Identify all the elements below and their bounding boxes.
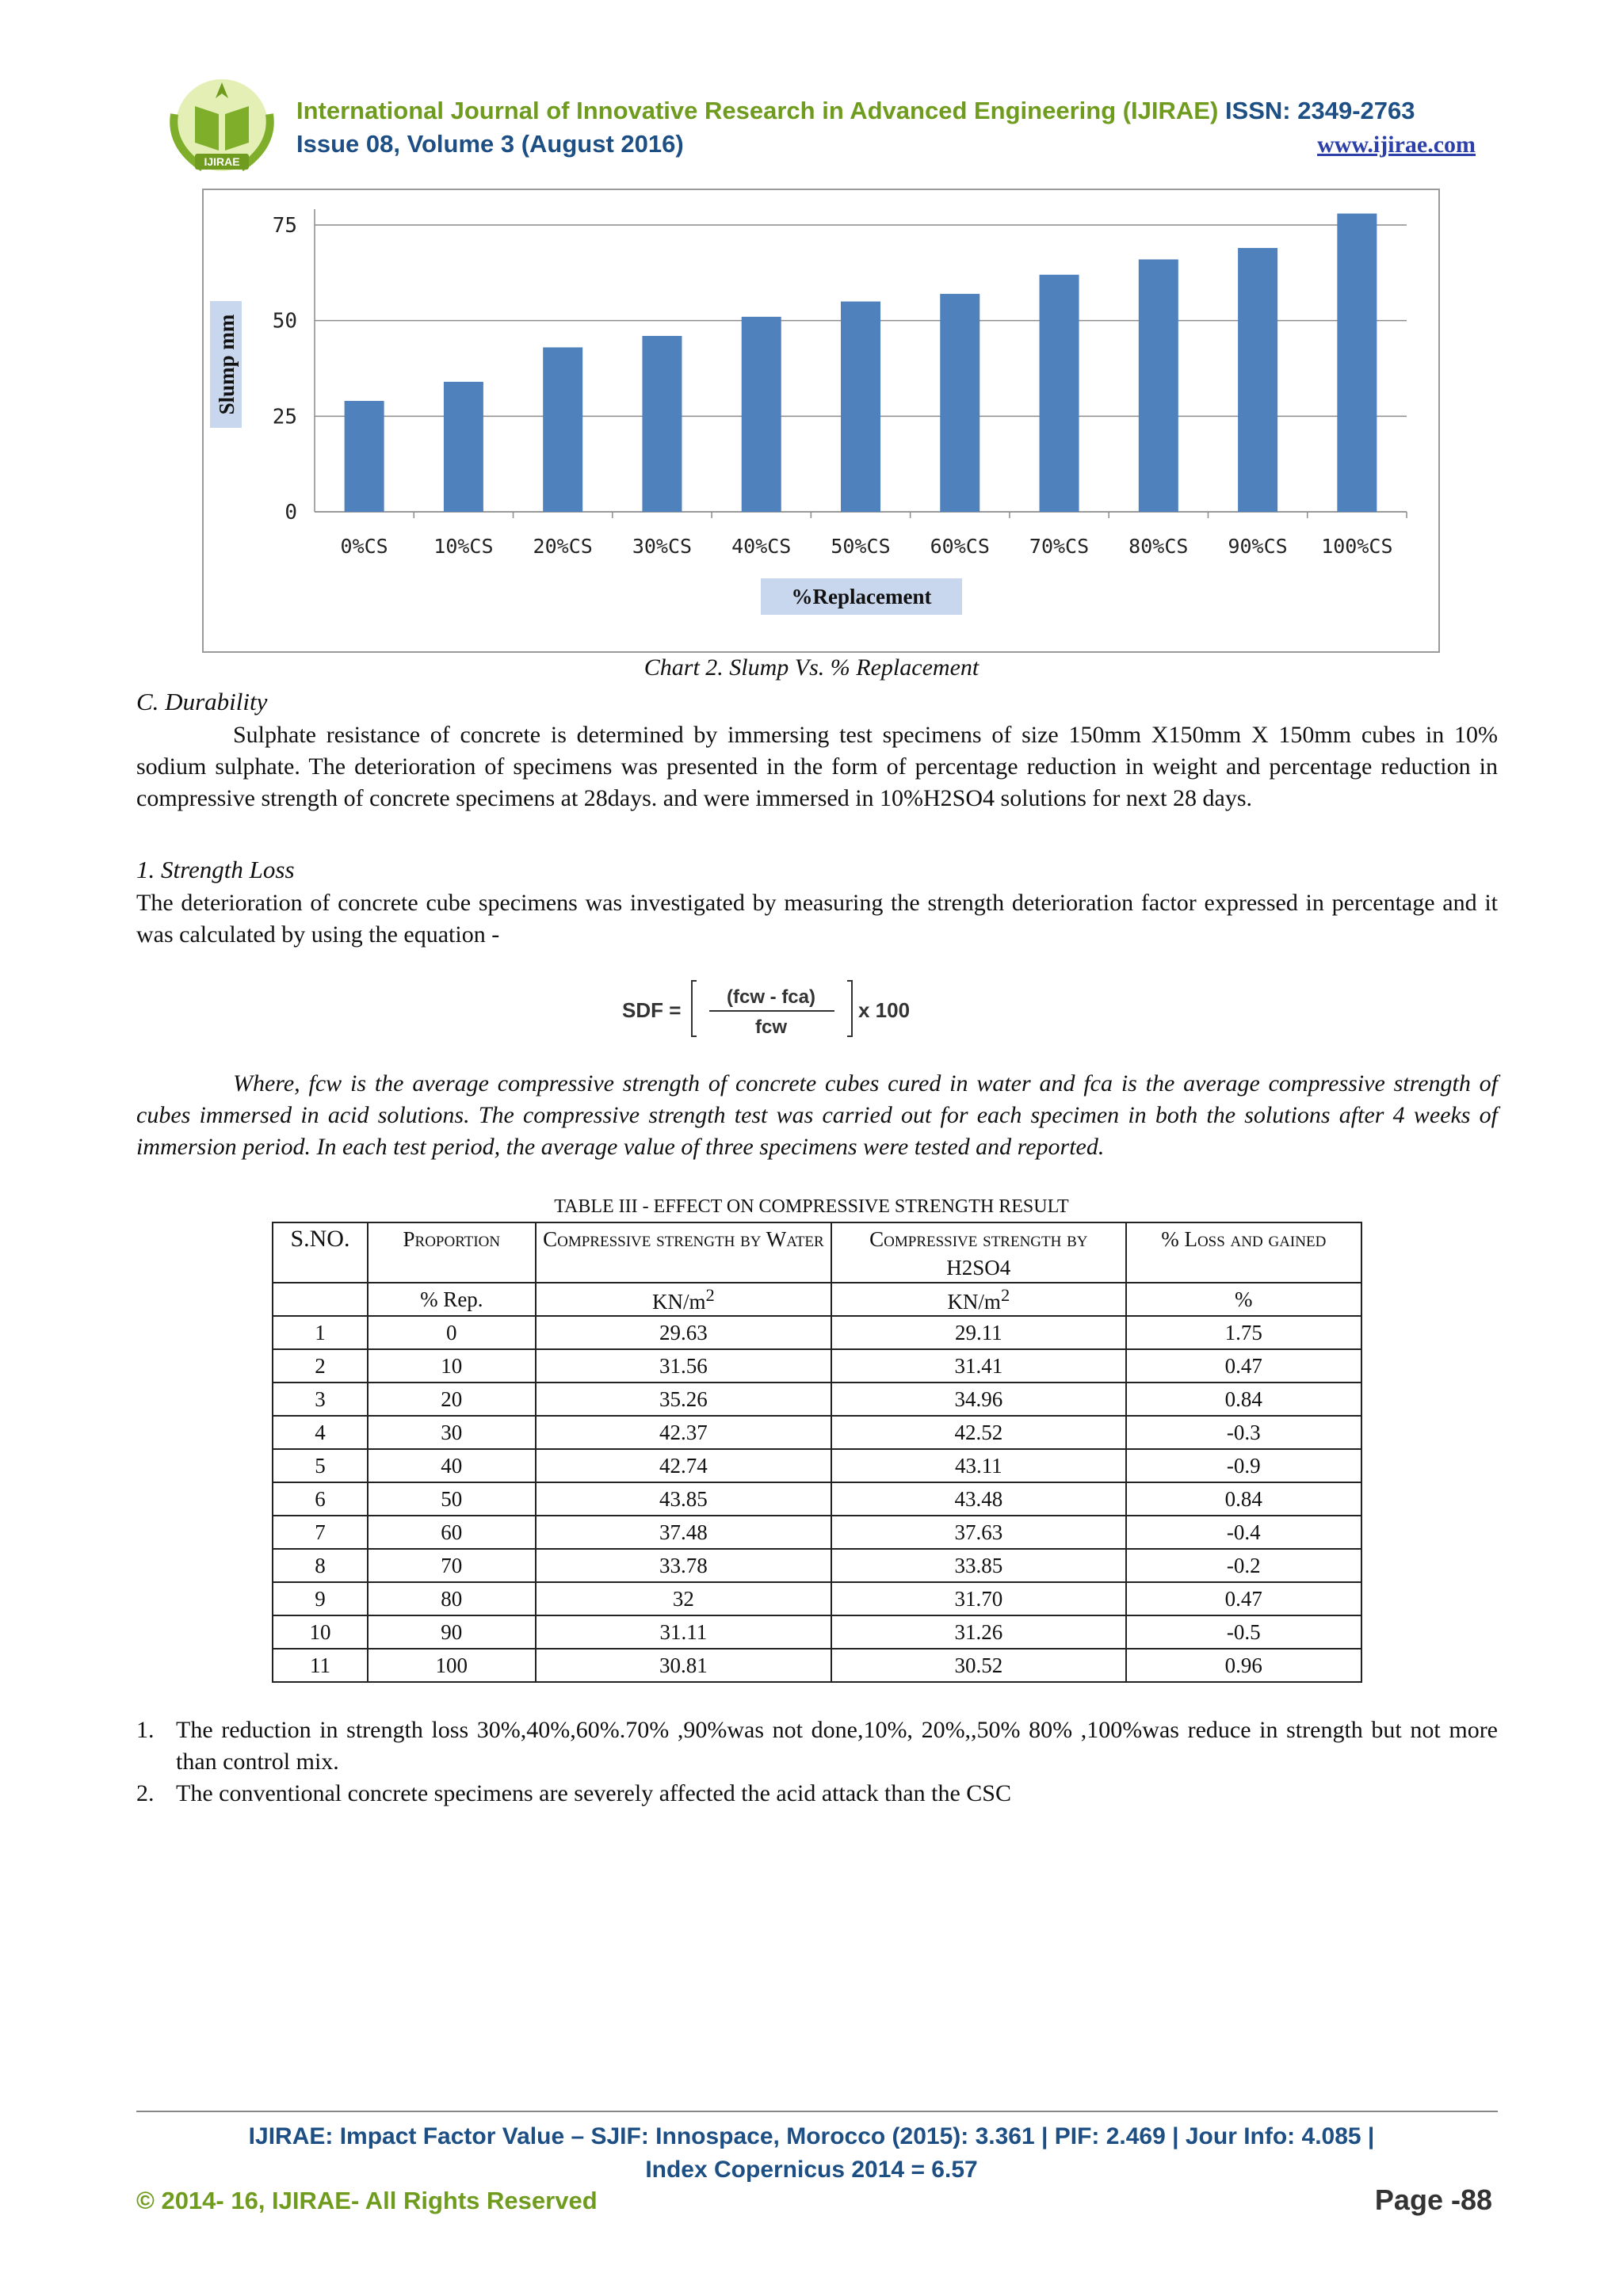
table-cell: 42.74: [536, 1449, 831, 1482]
bar: [1337, 214, 1377, 512]
table-cell: 1.75: [1126, 1316, 1361, 1349]
table-cell: 7: [273, 1516, 368, 1549]
table-cell: -0.2: [1126, 1549, 1361, 1582]
bar: [642, 336, 682, 512]
table-cell: 42.52: [831, 1416, 1125, 1449]
table-cell: 80: [368, 1582, 536, 1615]
table-cell: -0.3: [1126, 1416, 1361, 1449]
table-row: [273, 1349, 1361, 1383]
x-tick-label: 80%CS: [1128, 535, 1189, 558]
svg-text:SDF =: SDF =: [622, 998, 682, 1022]
table-unit-cell: [273, 1283, 368, 1316]
table-row: [273, 1582, 1361, 1615]
conclusions-list: [136, 1714, 1498, 1810]
sdf-equation: [622, 973, 955, 1044]
table-unit-cell: %: [1126, 1283, 1361, 1316]
compressive-strength-table: [272, 1222, 1362, 1683]
bar: [345, 401, 384, 512]
table-cell: 40: [368, 1449, 536, 1482]
table-header-cell: Compressive strength by Water: [536, 1222, 831, 1283]
bar: [1040, 275, 1079, 512]
table-header-cell: Compressive strength by H2SO4: [831, 1222, 1125, 1283]
table-cell: 0: [368, 1316, 536, 1349]
table-cell: 100: [368, 1649, 536, 1682]
table-cell: 0.84: [1126, 1383, 1361, 1416]
table-row: [273, 1449, 1361, 1482]
table-cell: 30.52: [831, 1649, 1125, 1682]
x-axis-label: %Replacement: [791, 585, 932, 608]
table-unit-cell: % Rep.: [368, 1283, 536, 1316]
table-header-cell: % Loss and gained: [1126, 1222, 1361, 1283]
x-tick-label: 30%CS: [632, 535, 693, 558]
table-cell: 34.96: [831, 1383, 1125, 1416]
table-row: [273, 1316, 1361, 1349]
x-tick-label: 90%CS: [1228, 535, 1288, 558]
x-tick-label: 70%CS: [1029, 535, 1090, 558]
table-cell: 5: [273, 1449, 368, 1482]
x-tick-label: 20%CS: [533, 535, 593, 558]
x-tick-label: 100%CS: [1321, 535, 1393, 558]
svg-text:fcw: fcw: [754, 1016, 788, 1038]
x-tick-label: 0%CS: [340, 535, 388, 558]
table-row: [273, 1615, 1361, 1649]
table-cell: 31.70: [831, 1582, 1125, 1615]
table-row: [273, 1416, 1361, 1449]
table-header-cell: S.NO.: [273, 1222, 368, 1283]
journal-title: International Journal of Innovative Research in Advanced Engineering (IJIRAE) ISSN: 2349-2763: [296, 97, 1415, 124]
table-cell: 30: [368, 1416, 536, 1449]
table-cell: 50: [368, 1482, 536, 1516]
table-cell: 2: [273, 1349, 368, 1383]
svg-text:(fcw - fca): (fcw - fca): [726, 986, 816, 1008]
table-header-cell: Proportion: [368, 1222, 536, 1283]
slump-chart: [202, 189, 1440, 653]
table-cell: 0.47: [1126, 1582, 1361, 1615]
table-unit-cell: $KN/m^2$: [831, 1283, 1125, 1316]
table-cell: 9: [273, 1582, 368, 1615]
table-title: TABLE III - EFFECT ON COMPRESSIVE STRENGTH RESULT: [554, 1196, 1069, 1217]
page-number: Page -88: [1374, 2183, 1492, 2216]
bar: [543, 347, 582, 512]
table-cell: 0.47: [1126, 1349, 1361, 1383]
subheading-strength-loss: 1. Strength Loss: [136, 856, 295, 883]
table-cell: 37.48: [536, 1516, 831, 1549]
y-tick-label: 0: [285, 501, 297, 524]
table-unit-cell: $KN/m^2$: [536, 1283, 831, 1316]
bar: [1139, 259, 1178, 512]
table-cell: 33.78: [536, 1549, 831, 1582]
journal-website-link[interactable]: www.ijirae.com: [1317, 132, 1476, 158]
slump-bar-chart: [204, 190, 1438, 651]
table-cell: 60: [368, 1516, 536, 1549]
table-cell: 43.85: [536, 1482, 831, 1516]
table-cell: -0.9: [1126, 1449, 1361, 1482]
list-item: 1. The reduction in strength loss 30%,40%,60%.70% ,90%was not done,10%, 20%,,50% 80% ,100%was reduce in strength but not more than control mix.: [136, 1717, 1498, 1775]
chart-caption: Chart 2. Slump Vs. % Replacement: [643, 654, 980, 681]
table-cell: 43.11: [831, 1449, 1125, 1482]
issn: ISSN: 2349-2763: [1224, 97, 1415, 124]
y-tick-label: 75: [272, 214, 297, 238]
table-cell: 0.84: [1126, 1482, 1361, 1516]
section-heading: C. Durability: [136, 688, 268, 715]
table-cell: -0.5: [1126, 1615, 1361, 1649]
x-tick-label: 60%CS: [930, 535, 990, 558]
y-tick-label: 50: [272, 309, 297, 334]
y-axis-label: Slump mm: [215, 314, 239, 415]
bar: [1238, 248, 1277, 512]
table-cell: 0.96: [1126, 1649, 1361, 1682]
x-tick-label: 40%CS: [731, 535, 792, 558]
footer-copyright: © 2014- 16, IJIRAE- All Rights Reserved: [136, 2187, 598, 2214]
table-cell: 90: [368, 1615, 536, 1649]
table-cell: 29.11: [831, 1316, 1125, 1349]
table-cell: 31.11: [536, 1615, 831, 1649]
table-cell: 37.63: [831, 1516, 1125, 1549]
table-cell: 1: [273, 1316, 368, 1349]
journal-logo: [163, 74, 281, 176]
table-cell: 6: [273, 1482, 368, 1516]
paragraph-deterioration: The deterioration of concrete cube specimens was investigated by measuring the strength deterioration factor expressed in percentage and it was calculated by using the equation -: [136, 890, 1498, 948]
table-cell: 29.63: [536, 1316, 831, 1349]
table-units-row: [273, 1283, 1361, 1316]
table-cell: 8: [273, 1549, 368, 1582]
table-cell: 20: [368, 1383, 536, 1416]
table-cell: 42.37: [536, 1416, 831, 1449]
table-cell: 33.85: [831, 1549, 1125, 1582]
table-cell: 10: [368, 1349, 536, 1383]
table-cell: 31.41: [831, 1349, 1125, 1383]
table-cell: 31.26: [831, 1615, 1125, 1649]
table-cell: 3: [273, 1383, 368, 1416]
table-cell: 4: [273, 1416, 368, 1449]
table-cell: 43.48: [831, 1482, 1125, 1516]
x-tick-label: 10%CS: [433, 535, 494, 558]
table-cell: 30.81: [536, 1649, 831, 1682]
table-header-row: [273, 1222, 1361, 1283]
table-row: [273, 1383, 1361, 1416]
table-cell: 32: [536, 1582, 831, 1615]
footer-impact-factor: IJIRAE: Impact Factor Value – SJIF: Innospace, Morocco (2015): 3.361 | PIF: 2.469 | Jour Info: 4.085 | Index Copernicus 2014 = 6.57: [248, 2123, 1375, 2183]
svg-text:IJIRAE: IJIRAE: [204, 155, 240, 168]
y-tick-label: 25: [272, 405, 297, 429]
table-cell: 10: [273, 1615, 368, 1649]
table-cell: 70: [368, 1549, 536, 1582]
table-row: [273, 1649, 1361, 1682]
paragraph-where: Where, fcw is the average compressive strength of concrete cubes cured in water and fca is the average compressive strength of cubes immersed in acid solutions. The compressive strength test was carried out for each specimen in both the solutions after 4 weeks of immersion period. In each test period, the average value of three specimens were tested and reported.: [136, 1070, 1498, 1160]
bar: [742, 317, 781, 512]
table-row: [273, 1549, 1361, 1582]
svg-text:x 100: x 100: [858, 998, 911, 1022]
list-item: 2. The conventional concrete specimens are severely affected the acid attack than the CSC: [136, 1780, 1011, 1806]
issue-info: Issue 08, Volume 3 (August 2016): [296, 130, 684, 158]
table-cell: 35.26: [536, 1383, 831, 1416]
paragraph-sulphate-resistance: Sulphate resistance of concrete is determined by immersing test specimens of size 150mm X150mm X 150mm cubes in 10% sodium sulphate. The deterioration of specimens was presented in the form of percentage reduction in weight and percentage reduction in compressive strength of concrete specimens at 28days. and were immersed in 10%H2SO4 solutions for next 28 days.: [136, 722, 1498, 811]
x-tick-label: 50%CS: [831, 535, 891, 558]
table-cell: 11: [273, 1649, 368, 1682]
footer-divider: [136, 2111, 1498, 2112]
table-cell: 31.56: [536, 1349, 831, 1383]
table-cell: -0.4: [1126, 1516, 1361, 1549]
bar: [940, 294, 980, 512]
bar: [841, 302, 880, 512]
bar: [444, 382, 483, 512]
table-row: [273, 1516, 1361, 1549]
table-row: [273, 1482, 1361, 1516]
